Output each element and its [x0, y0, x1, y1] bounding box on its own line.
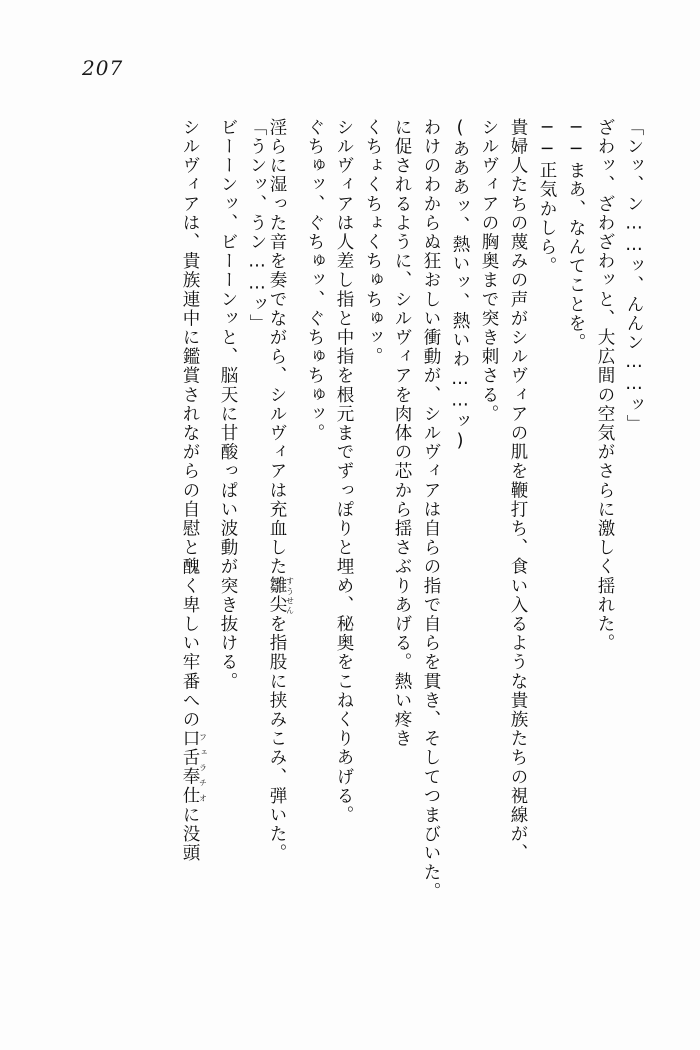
page-footer-margin	[0, 990, 700, 1050]
text-column: ──まあ、なんてことを。	[566, 118, 586, 353]
text-column: 「うンッ、うン……ッ」	[247, 118, 267, 334]
text-column: 淫らに湿った音を奏でながら、シルヴィアは充血した雛尖すうせんを指股に挟みこみ、弾いた。	[267, 118, 295, 863]
text-column: シルヴィアの胸奥まで突き刺さる。	[479, 118, 499, 424]
text-column: 「ンッ、ン……ッ、んんン……ッ」	[624, 118, 644, 434]
ruby-annotation: 口舌奉仕フェラチオ	[180, 729, 208, 806]
text-column: ざわッ、ざわざわッと、大広間の空気がさらに激しく揺れた。	[595, 118, 615, 653]
text-column: に促されるように、シルヴィアを肉体の芯から揺さぶりあげる。熱い疼き	[392, 118, 412, 749]
text-column: シルヴィアは、貴族連中に鑑賞されながらの自慰と醜く卑しい牢番への口舌奉仕フェラチオに没頭	[180, 118, 208, 863]
text-column: ──正気かしら。	[537, 118, 557, 276]
text-column: (あああッ、熱いッ、熱いわ……ッ)	[450, 118, 470, 453]
vertical-text-body	[64, 118, 642, 978]
text-column: くちょくちょくちゅちゅッ。	[363, 118, 383, 367]
text-column: シルヴィアは人差し指と中指を根元までずっぽりと埋め、秘奥をこねくりあげる。	[334, 118, 354, 825]
text-column: ぐちゅッ、ぐちゅッ、ぐちゅちゅッ。	[305, 118, 325, 443]
text-column: わけのわからぬ狂おしい衝動が、シルヴィアは自らの指で自らを貫き、そしてつまびいた。	[421, 118, 441, 902]
text-column: ビーーンッ、ビーーンッと、脳天に甘酸っぱい波動が突き抜ける。	[218, 118, 238, 691]
page-number: 207	[82, 56, 124, 80]
ruby-annotation: 雛尖すうせん	[267, 576, 295, 615]
text-column: 貴婦人たちの蔑みの声がシルヴィアの肌を鞭打ち、食い入るような貴族たちの視線が、	[508, 118, 528, 863]
